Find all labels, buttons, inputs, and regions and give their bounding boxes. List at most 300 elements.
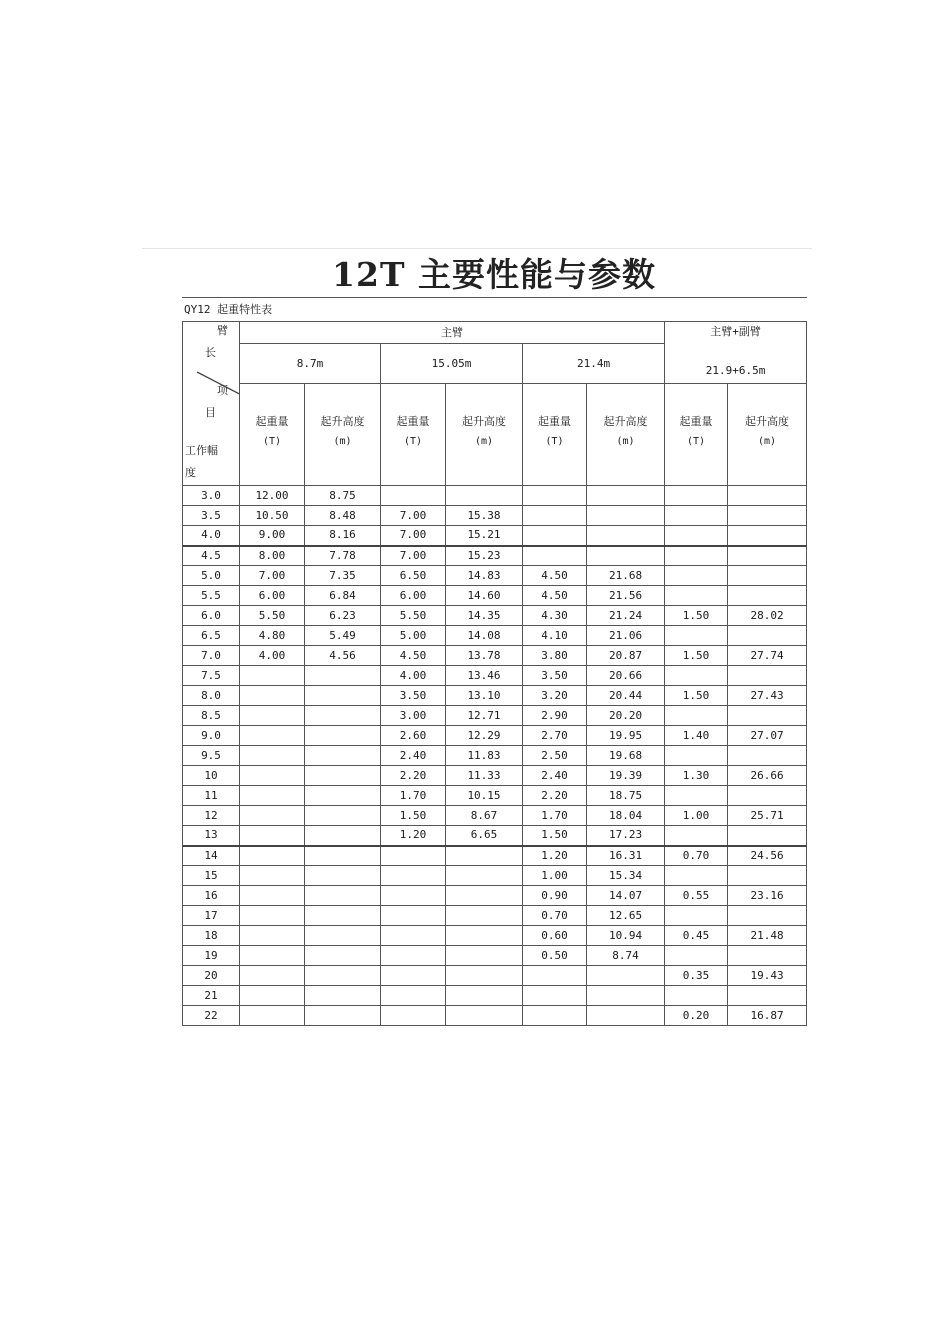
table-body xyxy=(183,486,807,1026)
load-label: 起重量 xyxy=(396,415,430,428)
height-value-cell: 21.06 xyxy=(587,626,665,646)
height-value-cell xyxy=(728,826,807,846)
height-value-cell: 19.39 xyxy=(587,766,665,786)
height-value-cell: 11.83 xyxy=(446,746,523,766)
load-value-cell: 0.50 xyxy=(523,946,587,966)
height-value-cell: 15.38 xyxy=(446,506,523,526)
load-value-cell xyxy=(240,666,305,686)
height-value-cell: 10.15 xyxy=(446,786,523,806)
load-value-cell xyxy=(665,526,728,546)
height-value-cell: 25.71 xyxy=(728,806,807,826)
load-value-cell xyxy=(240,966,305,986)
col-header-height xyxy=(728,384,807,486)
col-header-height xyxy=(587,384,665,486)
load-value-cell xyxy=(381,486,446,506)
radius-cell: 7.0 xyxy=(183,646,240,666)
load-value-cell xyxy=(240,806,305,826)
load-value-cell: 1.20 xyxy=(381,826,446,846)
load-value-cell xyxy=(665,746,728,766)
height-unit: (m) xyxy=(758,436,777,447)
load-value-cell: 2.40 xyxy=(381,746,446,766)
height-value-cell xyxy=(305,686,381,706)
load-unit: (T) xyxy=(687,436,706,447)
load-value-cell: 2.70 xyxy=(523,726,587,746)
load-value-cell: 4.50 xyxy=(523,586,587,606)
table-row xyxy=(183,826,807,846)
height-value-cell xyxy=(728,586,807,606)
table-row xyxy=(183,566,807,586)
table-row xyxy=(183,606,807,626)
load-value-cell: 1.30 xyxy=(665,766,728,786)
load-value-cell: 0.70 xyxy=(665,846,728,866)
height-value-cell: 14.83 xyxy=(446,566,523,586)
load-value-cell xyxy=(381,906,446,926)
height-label: 起升高度 xyxy=(603,415,648,428)
table-row xyxy=(183,846,807,866)
radius-cell: 10 xyxy=(183,766,240,786)
height-value-cell: 20.66 xyxy=(587,666,665,686)
height-value-cell xyxy=(728,946,807,966)
height-value-cell xyxy=(587,506,665,526)
load-value-cell: 2.50 xyxy=(523,746,587,766)
table-row xyxy=(183,1006,807,1026)
table-row xyxy=(183,546,807,566)
height-value-cell: 11.33 xyxy=(446,766,523,786)
load-value-cell: 0.35 xyxy=(665,966,728,986)
radius-cell: 9.0 xyxy=(183,726,240,746)
load-value-cell xyxy=(240,846,305,866)
col-header-load xyxy=(523,384,587,486)
radius-cell: 6.5 xyxy=(183,626,240,646)
height-value-cell: 4.56 xyxy=(305,646,381,666)
height-value-cell: 8.74 xyxy=(587,946,665,966)
load-value-cell xyxy=(665,986,728,1006)
height-value-cell: 20.44 xyxy=(587,686,665,706)
load-value-cell xyxy=(523,986,587,1006)
load-chart-table xyxy=(182,321,807,1026)
height-value-cell: 8.75 xyxy=(305,486,381,506)
height-value-cell xyxy=(728,526,807,546)
height-value-cell xyxy=(728,566,807,586)
height-value-cell: 19.43 xyxy=(728,966,807,986)
table-row xyxy=(183,706,807,726)
height-value-cell: 16.87 xyxy=(728,1006,807,1026)
table-row xyxy=(183,486,807,506)
height-value-cell: 14.35 xyxy=(446,606,523,626)
height-value-cell: 14.08 xyxy=(446,626,523,646)
load-value-cell: 7.00 xyxy=(240,566,305,586)
load-value-cell xyxy=(523,966,587,986)
height-value-cell: 13.10 xyxy=(446,686,523,706)
load-value-cell xyxy=(665,486,728,506)
main-boom-header: 主臂 xyxy=(240,322,665,344)
corner-label-eye: 目 xyxy=(205,406,216,419)
height-value-cell xyxy=(446,986,523,1006)
radius-cell: 18 xyxy=(183,926,240,946)
height-value-cell xyxy=(446,1006,523,1026)
height-value-cell xyxy=(446,866,523,886)
height-value-cell: 18.04 xyxy=(587,806,665,826)
load-value-cell: 2.60 xyxy=(381,726,446,746)
height-value-cell: 7.78 xyxy=(305,546,381,566)
top-divider xyxy=(142,248,812,249)
table-row xyxy=(183,986,807,1006)
table-row xyxy=(183,926,807,946)
height-value-cell xyxy=(728,786,807,806)
height-value-cell xyxy=(728,506,807,526)
load-value-cell xyxy=(381,926,446,946)
load-value-cell xyxy=(665,506,728,526)
load-value-cell xyxy=(381,866,446,886)
load-value-cell xyxy=(240,686,305,706)
height-value-cell: 6.84 xyxy=(305,586,381,606)
load-value-cell: 1.50 xyxy=(523,826,587,846)
load-value-cell: 4.10 xyxy=(523,626,587,646)
load-value-cell xyxy=(665,946,728,966)
height-label: 起升高度 xyxy=(320,415,365,428)
table-row xyxy=(183,526,807,546)
corner-label-radius: 工作幅 xyxy=(185,444,218,457)
load-value-cell xyxy=(523,506,587,526)
load-value-cell xyxy=(523,486,587,506)
height-value-cell xyxy=(587,486,665,506)
height-value-cell xyxy=(728,666,807,686)
height-value-cell xyxy=(587,1006,665,1026)
load-value-cell: 6.00 xyxy=(381,586,446,606)
height-value-cell: 20.87 xyxy=(587,646,665,666)
height-value-cell: 17.23 xyxy=(587,826,665,846)
radius-cell: 11 xyxy=(183,786,240,806)
corner-header-cell xyxy=(183,322,240,486)
load-value-cell: 1.70 xyxy=(381,786,446,806)
radius-cell: 6.0 xyxy=(183,606,240,626)
load-value-cell xyxy=(665,786,728,806)
boom-length-3: 21.4m xyxy=(523,344,665,384)
load-value-cell: 3.00 xyxy=(381,706,446,726)
load-unit: (T) xyxy=(262,436,282,447)
load-value-cell xyxy=(523,1006,587,1026)
load-value-cell: 2.40 xyxy=(523,766,587,786)
load-value-cell xyxy=(240,946,305,966)
load-value-cell: 6.00 xyxy=(240,586,305,606)
table-row xyxy=(183,786,807,806)
height-unit: (m) xyxy=(616,436,635,447)
load-value-cell: 0.70 xyxy=(523,906,587,926)
load-value-cell: 3.80 xyxy=(523,646,587,666)
load-value-cell: 2.90 xyxy=(523,706,587,726)
height-value-cell: 12.65 xyxy=(587,906,665,926)
height-value-cell xyxy=(305,926,381,946)
load-value-cell xyxy=(381,886,446,906)
boom-length-2: 15.05m xyxy=(381,344,523,384)
radius-cell: 3.5 xyxy=(183,506,240,526)
load-value-cell: 1.00 xyxy=(523,866,587,886)
load-value-cell: 2.20 xyxy=(523,786,587,806)
height-value-cell: 26.66 xyxy=(728,766,807,786)
height-value-cell: 6.65 xyxy=(446,826,523,846)
load-value-cell: 4.50 xyxy=(523,566,587,586)
table-row xyxy=(183,626,807,646)
radius-cell: 8.5 xyxy=(183,706,240,726)
radius-cell: 21 xyxy=(183,986,240,1006)
load-value-cell: 1.50 xyxy=(665,606,728,626)
load-value-cell: 5.50 xyxy=(381,606,446,626)
main-aux-boom-label: 主臂+副臂 xyxy=(710,325,761,338)
height-value-cell: 16.31 xyxy=(587,846,665,866)
height-value-cell xyxy=(446,966,523,986)
load-value-cell: 4.00 xyxy=(240,646,305,666)
load-value-cell: 9.00 xyxy=(240,526,305,546)
load-value-cell xyxy=(240,986,305,1006)
height-value-cell: 21.68 xyxy=(587,566,665,586)
load-value-cell: 1.20 xyxy=(523,846,587,866)
height-value-cell: 15.23 xyxy=(446,546,523,566)
radius-cell: 5.5 xyxy=(183,586,240,606)
load-value-cell: 7.00 xyxy=(381,546,446,566)
load-value-cell: 1.50 xyxy=(381,806,446,826)
height-value-cell xyxy=(446,486,523,506)
load-value-cell xyxy=(240,906,305,926)
load-value-cell: 12.00 xyxy=(240,486,305,506)
height-value-cell xyxy=(305,826,381,846)
load-value-cell xyxy=(381,986,446,1006)
height-value-cell: 28.02 xyxy=(728,606,807,626)
boom-length-4: 21.9+6.5m xyxy=(705,364,766,377)
main-aux-boom-header xyxy=(665,322,807,384)
load-value-cell: 1.40 xyxy=(665,726,728,746)
height-value-cell: 21.48 xyxy=(728,926,807,946)
load-value-cell xyxy=(665,906,728,926)
load-value-cell xyxy=(240,726,305,746)
height-value-cell xyxy=(305,966,381,986)
radius-cell: 4.5 xyxy=(183,546,240,566)
load-value-cell: 4.30 xyxy=(523,606,587,626)
load-value-cell xyxy=(240,786,305,806)
load-value-cell xyxy=(240,1006,305,1026)
col-header-load xyxy=(381,384,446,486)
height-value-cell xyxy=(587,966,665,986)
load-value-cell: 10.50 xyxy=(240,506,305,526)
height-value-cell: 18.75 xyxy=(587,786,665,806)
height-value-cell xyxy=(587,986,665,1006)
height-value-cell: 27.43 xyxy=(728,686,807,706)
col-header-height xyxy=(446,384,523,486)
load-value-cell: 1.00 xyxy=(665,806,728,826)
height-value-cell xyxy=(587,546,665,566)
unit-header-row xyxy=(183,384,807,486)
load-value-cell xyxy=(240,706,305,726)
height-value-cell: 15.21 xyxy=(446,526,523,546)
height-value-cell: 10.94 xyxy=(587,926,665,946)
load-label: 起重量 xyxy=(538,415,571,428)
load-value-cell xyxy=(523,546,587,566)
radius-cell: 8.0 xyxy=(183,686,240,706)
table-row xyxy=(183,906,807,926)
corner-label-arm: 臂 xyxy=(217,324,228,337)
height-value-cell: 8.16 xyxy=(305,526,381,546)
load-value-cell xyxy=(665,566,728,586)
col-header-height xyxy=(305,384,381,486)
height-value-cell xyxy=(446,906,523,926)
height-value-cell: 24.56 xyxy=(728,846,807,866)
table-row xyxy=(183,506,807,526)
radius-cell: 19 xyxy=(183,946,240,966)
table-row xyxy=(183,866,807,886)
height-value-cell xyxy=(446,886,523,906)
table-row xyxy=(183,646,807,666)
height-label: 起升高度 xyxy=(462,415,506,428)
radius-cell: 12 xyxy=(183,806,240,826)
height-value-cell xyxy=(305,706,381,726)
load-value-cell: 5.50 xyxy=(240,606,305,626)
load-value-cell: 3.50 xyxy=(381,686,446,706)
height-value-cell: 14.60 xyxy=(446,586,523,606)
height-value-cell xyxy=(305,746,381,766)
radius-cell: 22 xyxy=(183,1006,240,1026)
load-value-cell xyxy=(381,846,446,866)
load-value-cell: 0.45 xyxy=(665,926,728,946)
load-value-cell: 6.50 xyxy=(381,566,446,586)
load-value-cell xyxy=(665,866,728,886)
radius-cell: 17 xyxy=(183,906,240,926)
height-value-cell xyxy=(305,766,381,786)
height-value-cell: 12.71 xyxy=(446,706,523,726)
radius-cell: 15 xyxy=(183,866,240,886)
table-row xyxy=(183,746,807,766)
height-value-cell: 23.16 xyxy=(728,886,807,906)
load-value-cell xyxy=(240,866,305,886)
load-value-cell: 0.60 xyxy=(523,926,587,946)
height-value-cell xyxy=(446,946,523,966)
height-value-cell xyxy=(728,906,807,926)
height-value-cell xyxy=(305,906,381,926)
load-value-cell xyxy=(665,706,728,726)
height-value-cell xyxy=(305,666,381,686)
height-value-cell xyxy=(305,806,381,826)
height-value-cell: 6.23 xyxy=(305,606,381,626)
load-value-cell xyxy=(381,966,446,986)
height-value-cell: 15.34 xyxy=(587,866,665,886)
col-header-load xyxy=(665,384,728,486)
height-value-cell xyxy=(305,786,381,806)
table-row xyxy=(183,686,807,706)
load-value-cell: 3.50 xyxy=(523,666,587,686)
load-value-cell: 4.50 xyxy=(381,646,446,666)
title-underline xyxy=(182,297,807,298)
load-unit: (T) xyxy=(403,436,423,447)
load-value-cell xyxy=(523,526,587,546)
corner-label-length: 长 xyxy=(205,346,216,359)
load-value-cell xyxy=(240,826,305,846)
load-value-cell: 4.80 xyxy=(240,626,305,646)
load-unit: (T) xyxy=(545,436,564,447)
corner-label-item: 项 xyxy=(217,384,228,397)
load-value-cell: 1.50 xyxy=(665,646,728,666)
table-row xyxy=(183,946,807,966)
page-title: 12T 主要性能与参数 xyxy=(332,255,656,294)
height-value-cell xyxy=(305,986,381,1006)
height-value-cell xyxy=(728,626,807,646)
height-value-cell xyxy=(728,706,807,726)
radius-cell: 14 xyxy=(183,846,240,866)
table-row xyxy=(183,586,807,606)
height-value-cell: 13.78 xyxy=(446,646,523,666)
load-value-cell xyxy=(240,746,305,766)
table-row xyxy=(183,966,807,986)
height-value-cell xyxy=(305,726,381,746)
corner-label-radius-2: 度 xyxy=(185,466,196,479)
height-value-cell xyxy=(446,846,523,866)
height-value-cell xyxy=(728,866,807,886)
load-value-cell xyxy=(665,626,728,646)
radius-cell: 7.5 xyxy=(183,666,240,686)
load-label: 起重量 xyxy=(255,415,289,428)
height-unit: (m) xyxy=(474,436,494,447)
height-value-cell: 5.49 xyxy=(305,626,381,646)
table-row xyxy=(183,766,807,786)
table-caption: QY12 起重特性表 xyxy=(184,303,273,316)
load-value-cell xyxy=(240,886,305,906)
height-value-cell: 14.07 xyxy=(587,886,665,906)
load-value-cell: 0.55 xyxy=(665,886,728,906)
height-value-cell: 27.74 xyxy=(728,646,807,666)
height-value-cell xyxy=(728,986,807,1006)
load-value-cell: 1.70 xyxy=(523,806,587,826)
table-row xyxy=(183,886,807,906)
load-value-cell: 0.20 xyxy=(665,1006,728,1026)
boom-length-1: 8.7m xyxy=(240,344,381,384)
height-value-cell xyxy=(728,546,807,566)
load-label: 起重量 xyxy=(679,415,713,428)
load-value-cell xyxy=(665,826,728,846)
load-value-cell: 1.50 xyxy=(665,686,728,706)
height-value-cell: 27.07 xyxy=(728,726,807,746)
height-value-cell xyxy=(305,946,381,966)
load-value-cell xyxy=(381,1006,446,1026)
table-row xyxy=(183,726,807,746)
load-value-cell xyxy=(665,586,728,606)
height-value-cell xyxy=(305,886,381,906)
load-value-cell: 4.00 xyxy=(381,666,446,686)
load-value-cell xyxy=(240,766,305,786)
radius-cell: 13 xyxy=(183,826,240,846)
table-row xyxy=(183,806,807,826)
radius-cell: 3.0 xyxy=(183,486,240,506)
load-value-cell: 3.20 xyxy=(523,686,587,706)
height-value-cell: 12.29 xyxy=(446,726,523,746)
load-value-cell xyxy=(240,926,305,946)
load-value-cell: 7.00 xyxy=(381,506,446,526)
height-value-cell xyxy=(305,866,381,886)
load-value-cell: 2.20 xyxy=(381,766,446,786)
radius-cell: 20 xyxy=(183,966,240,986)
load-value-cell xyxy=(665,546,728,566)
height-value-cell: 21.24 xyxy=(587,606,665,626)
radius-cell: 5.0 xyxy=(183,566,240,586)
height-value-cell: 20.20 xyxy=(587,706,665,726)
load-value-cell: 0.90 xyxy=(523,886,587,906)
load-value-cell: 7.00 xyxy=(381,526,446,546)
height-value-cell xyxy=(446,926,523,946)
height-value-cell: 7.35 xyxy=(305,566,381,586)
radius-cell: 9.5 xyxy=(183,746,240,766)
height-value-cell: 19.68 xyxy=(587,746,665,766)
height-value-cell: 19.95 xyxy=(587,726,665,746)
height-value-cell: 21.56 xyxy=(587,586,665,606)
height-value-cell: 8.48 xyxy=(305,506,381,526)
height-value-cell xyxy=(305,846,381,866)
height-value-cell: 13.46 xyxy=(446,666,523,686)
